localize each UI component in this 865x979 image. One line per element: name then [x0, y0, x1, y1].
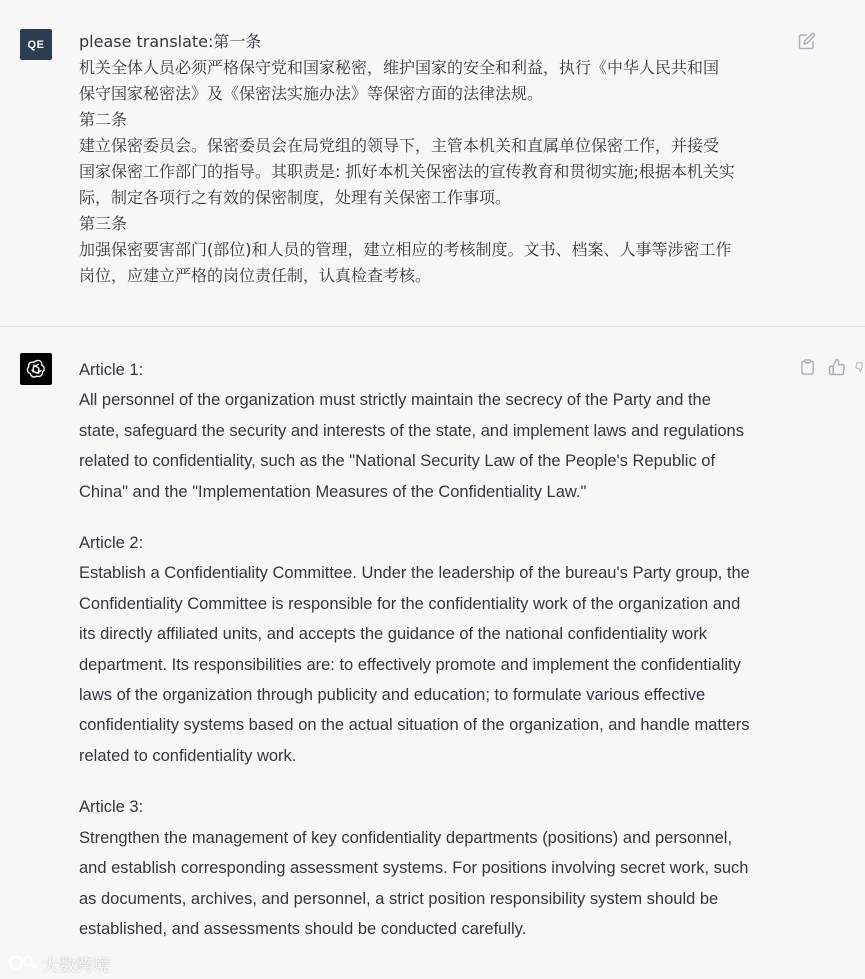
- watermark: [8, 950, 110, 976]
- user-message: [0, 0, 865, 327]
- article-line: laws of the organization through publicity and education; to formulate various effective: [79, 686, 706, 705]
- article-line: department. Its responsibilities are: to effectively promote and implement the confidentiality: [79, 655, 741, 674]
- thumbs-up-icon[interactable]: [827, 357, 847, 377]
- article-line: related to confidentiality work.: [79, 746, 297, 765]
- article-line: and establish corresponding assessment systems. For positions involving secret work, such: [79, 859, 749, 878]
- user-message-text: [79, 29, 799, 289]
- watermark-logo-icon: [8, 953, 38, 973]
- article-line: as documents, archives, and personnel, a strict position responsibility system should be: [79, 889, 719, 908]
- article-line: Establish a Confidentiality Committee. Under the leadership of the bureau's Party group, the: [79, 564, 750, 583]
- user-line: 建立保密委员会。保密委员会在局党组的领导下，主管本机关和直属单位保密工作，并接受: [79, 136, 720, 155]
- article-line: confidentiality systems based on the actual situation of the organization, and handle matters: [79, 716, 750, 735]
- article-line: Confidentiality Committee is responsible for the confidentiality work of the organization and: [79, 594, 741, 613]
- assistant-message-text: [79, 355, 799, 965]
- user-avatar-initials: QE: [27, 38, 45, 51]
- article-line: All personnel of the organization must strictly maintain the secrecy of the Party and the: [79, 391, 711, 410]
- user-line: 保守国家秘密法》及《保密法实施办法》等保密方面的法律法规。: [79, 84, 544, 103]
- article-line: related to confidentiality, such as the "National Security Law of the People's Republic of: [79, 452, 716, 471]
- user-line: 第二条: [79, 110, 128, 129]
- clipboard-icon[interactable]: [797, 357, 817, 377]
- watermark-text: 大数跨境: [42, 955, 110, 976]
- openai-logo-icon: [20, 353, 52, 385]
- user-line: please translate:第一条: [79, 32, 262, 51]
- article-title: Article 1:: [79, 361, 144, 379]
- article-line: state, safeguard the security and interests of the state, and implement laws and regulations: [79, 421, 744, 440]
- article-2: [79, 528, 799, 771]
- user-avatar: [20, 29, 52, 60]
- article-title: Article 2:: [79, 534, 144, 553]
- article-line: established, and assessments should be conducted carefully.: [79, 919, 527, 938]
- user-line: 岗位，应建立严格的岗位责任制，认真检查考核。: [79, 266, 432, 285]
- user-line: 际，制定各项行之有效的保密制度，处理有关保密工作事项。: [79, 188, 512, 207]
- article-line: its directly affiliated units, and accepts the guidance of the national confidentiality work: [79, 625, 707, 644]
- article-line: Strengthen the management of key confidentiality departments (positions) and personnel,: [79, 828, 733, 847]
- user-line: 加强保密要害部门(部位)和人员的管理，建立相应的考核制度。文书、档案、人事等涉密工作: [79, 240, 732, 259]
- article-1: [79, 355, 799, 507]
- user-line: 国家保密工作部门的指导。其职责是: 抓好本机关保密法的宣传教育和贯彻实施;根据本机关实: [79, 162, 735, 181]
- user-line: 第三条: [79, 214, 128, 233]
- user-line: 机关全体人员必须严格保守党和国家秘密，维护国家的安全和利益，执行《中华人民共和国: [79, 58, 720, 77]
- edit-icon[interactable]: [797, 31, 817, 51]
- article-3: [79, 792, 799, 944]
- article-title: Article 3:: [79, 798, 144, 817]
- assistant-message: [0, 327, 865, 979]
- thumbs-down-icon[interactable]: [855, 357, 865, 377]
- article-line: China" and the "Implementation Measures of the Confidentiality Law.": [79, 482, 587, 501]
